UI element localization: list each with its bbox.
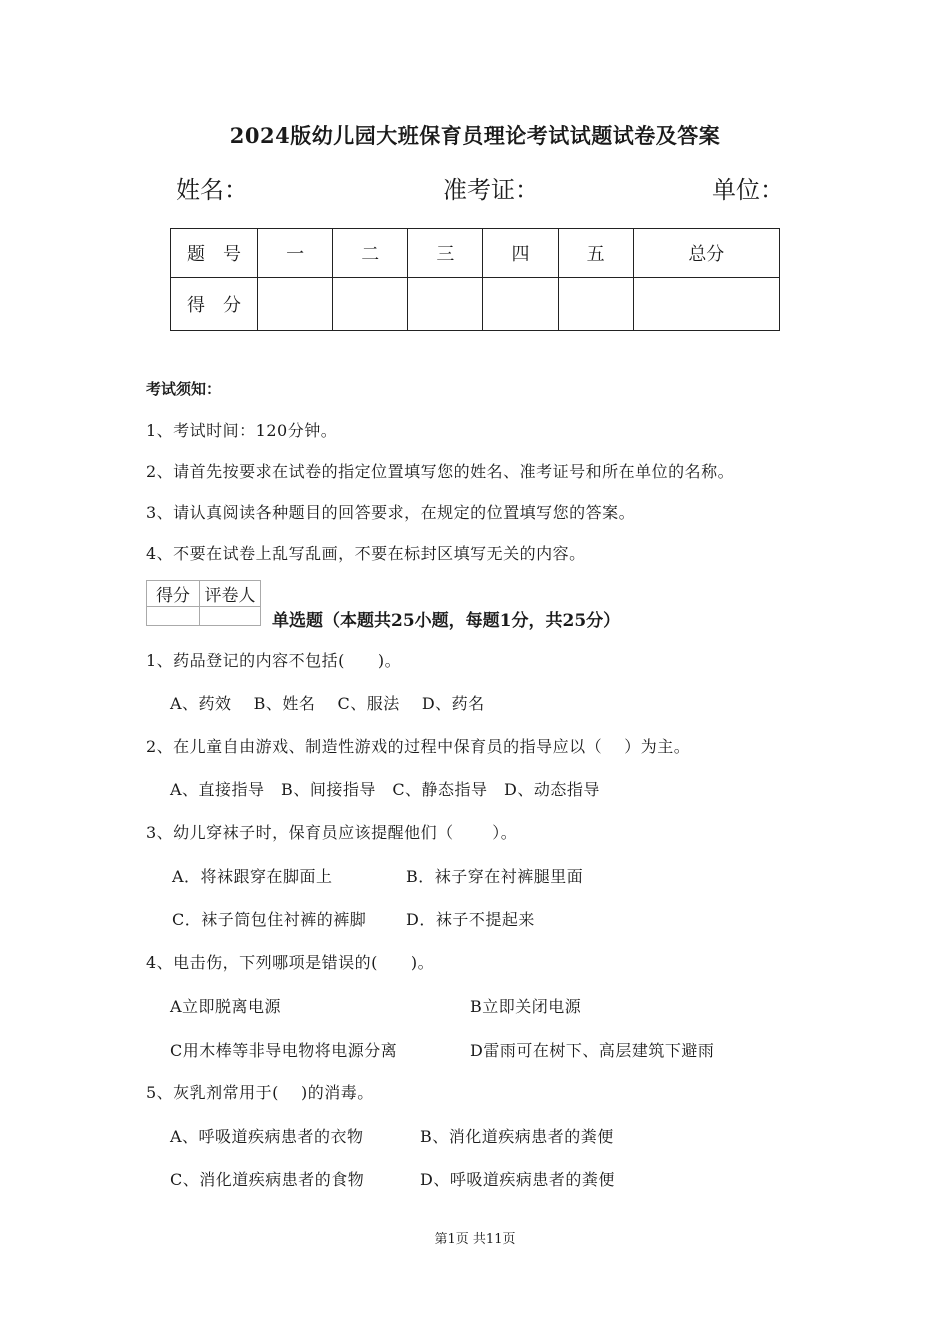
question-option: D雷雨可在树下、高层建筑下避雨 <box>470 1041 715 1060</box>
unit-field-label: 单位： <box>712 176 784 204</box>
score-cell[interactable] <box>558 278 633 331</box>
exam-id-field-label: 准考证： <box>443 176 539 204</box>
question-option: B立即关闭电源 <box>470 997 582 1016</box>
section-title: 单选题（本题共25小题，每题1分，共25分） <box>272 611 621 631</box>
score-table <box>170 228 780 331</box>
grader-score-cell[interactable] <box>147 607 200 626</box>
question-text: 3、幼儿穿袜子时，保育员应该提醒他们（ ）。 <box>146 823 518 842</box>
question-text: 1、药品登记的内容不包括( )。 <box>146 651 402 670</box>
question-text: 5、灰乳剂常用于( )的消毒。 <box>146 1083 374 1102</box>
score-header-cell: 题 号 <box>171 229 258 278</box>
question-option: B、消化道疾病患者的粪便 <box>420 1127 614 1146</box>
score-cell[interactable] <box>258 278 333 331</box>
question-option: C．袜子筒包住衬裤的裤脚 <box>172 910 367 929</box>
notice-item: 1、考试时间：120分钟。 <box>146 421 338 440</box>
score-cell[interactable] <box>408 278 483 331</box>
question-option: A、药效 B、姓名 C、服法 D、药名 <box>170 694 485 713</box>
notice-item: 2、请首先按要求在试卷的指定位置填写您的姓名、准考证号和所在单位的名称。 <box>146 462 735 481</box>
grader-name-label: 评卷人 <box>200 581 261 607</box>
question-text: 2、在儿童自由游戏、制造性游戏的过程中保育员的指导应以（ ）为主。 <box>146 737 691 756</box>
score-header-cell: 四 <box>483 229 558 278</box>
score-header-cell: 三 <box>408 229 483 278</box>
score-header-cell: 一 <box>258 229 333 278</box>
score-header-cell: 五 <box>558 229 633 278</box>
score-cell[interactable] <box>333 278 408 331</box>
score-cell[interactable] <box>633 278 779 331</box>
score-header-cell: 二 <box>333 229 408 278</box>
question-option: A、直接指导 B、间接指导 C、静态指导 D、动态指导 <box>170 780 600 799</box>
score-row-label: 得 分 <box>171 278 258 331</box>
question-option: A、呼吸道疾病患者的衣物 <box>170 1127 364 1146</box>
score-table-score-row <box>171 278 780 331</box>
notice-heading: 考试须知： <box>146 380 222 398</box>
grader-box <box>146 580 261 626</box>
question-text: 4、电击伤，下列哪项是错误的( )。 <box>146 953 435 972</box>
question-option: A．将袜跟穿在脚面上 <box>172 867 333 886</box>
question-option: B．袜子穿在衬裤腿里面 <box>406 867 584 886</box>
score-cell[interactable] <box>483 278 558 331</box>
question-option: D、呼吸道疾病患者的粪便 <box>420 1170 615 1189</box>
score-table-header-row <box>171 229 780 278</box>
score-header-cell: 总分 <box>633 229 779 278</box>
grader-score-label: 得分 <box>147 581 200 607</box>
grader-name-cell[interactable] <box>200 607 261 626</box>
question-option: C、消化道疾病患者的食物 <box>170 1170 365 1189</box>
page-footer: 第1页 共11页 <box>434 1232 516 1247</box>
notice-item: 3、请认真阅读各种题目的回答要求，在规定的位置填写您的答案。 <box>146 503 636 522</box>
page-title: 2024版幼儿园大班保育员理论考试试题试卷及答案 <box>229 123 721 148</box>
question-option: C用木棒等非导电物将电源分离 <box>170 1041 398 1060</box>
name-field-label: 姓名： <box>176 176 248 204</box>
question-option: D．袜子不提起来 <box>406 910 535 929</box>
notice-item: 4、不要在试卷上乱写乱画，不要在标封区填写无关的内容。 <box>146 544 586 563</box>
question-option: A立即脱离电源 <box>170 997 282 1016</box>
